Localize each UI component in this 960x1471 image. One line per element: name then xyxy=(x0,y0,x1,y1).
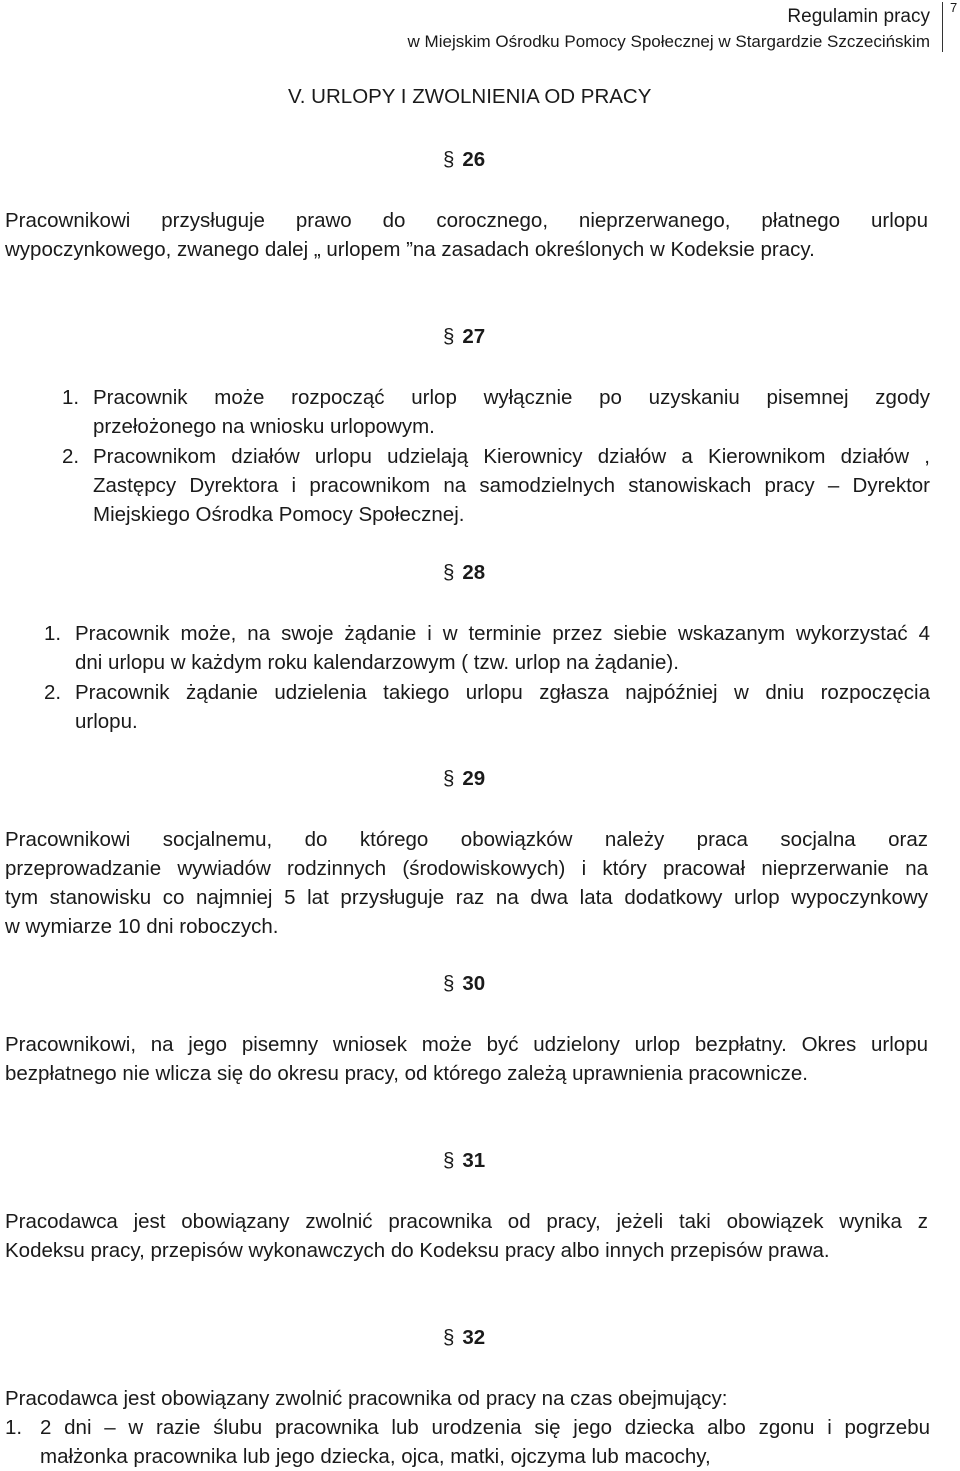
list-item-line: przełożonego na wniosku urlopowym. xyxy=(93,415,435,438)
section-mark: § xyxy=(443,1149,455,1172)
paragraph-line: Pracownikowi, na jego pisemny wniosek może być udzielony urlop bezpłatny. Okres urlopu xyxy=(5,1033,928,1056)
list-item-line: Pracownikom działów urlopu udzielają Kierownicy działów a Kierownikom działów , xyxy=(93,445,930,468)
paragraph-29 xyxy=(5,825,928,941)
section-number: 31 xyxy=(462,1149,486,1172)
paragraph-line: wypoczynkowego, zwanego dalej „ urlopem ”na zasadach określonych w Kodeksie pracy. xyxy=(5,238,815,261)
section-mark: § xyxy=(443,561,455,584)
list-item-line: Pracownik może, na swoje żądanie i w terminie przez siebie wskazanym wykorzystać 4 xyxy=(75,622,930,645)
header-subtitle: w Miejskim Ośrodku Pomocy Społecznej w Stargardzie Szczecińskim xyxy=(407,32,930,51)
section-heading-30 xyxy=(443,972,485,996)
section-mark: § xyxy=(443,148,455,171)
paragraph-30 xyxy=(5,1030,928,1088)
list-item-line: małżonka pracownika lub jego dziecka, ojca, matki, ojczyma lub macochy, xyxy=(40,1445,711,1468)
list-item-number: 2. xyxy=(44,681,62,704)
list-item-line: dni urlopu w każdym roku kalendarzowym ( tzw. urlop na żądanie). xyxy=(75,651,679,674)
paragraph-31 xyxy=(5,1207,928,1265)
list-item-line: Pracownik żądanie udzielenia takiego urlopu zgłasza najpóźniej w dniu rozpoczęcia xyxy=(75,681,930,704)
paragraph-26 xyxy=(5,206,928,264)
list-item-line: Miejskiego Ośrodka Pomocy Społecznej. xyxy=(93,503,465,526)
section-number: 28 xyxy=(462,561,486,584)
section-mark: § xyxy=(443,1326,455,1349)
paragraph-line: Pracownikowi socjalnemu, do którego obowiązków należy praca socjalna oraz xyxy=(5,828,928,851)
paragraph-line: Pracownikowi przysługuje prawo do corocznego, nieprzerwanego, płatnego urlopu xyxy=(5,209,928,232)
section-heading-29 xyxy=(443,767,485,791)
paragraph-line: Kodeksu pracy, przepisów wykonawczych do Kodeksu pracy albo innych przepisów prawa. xyxy=(5,1239,830,1262)
chapter-title: V. URLOPY I ZWOLNIENIA OD PRACY xyxy=(288,85,652,108)
section-heading-28 xyxy=(443,561,485,585)
paragraph-line: Pracodawca jest obowiązany zwolnić pracownika od pracy, jeżeli taki obowiązek wynika z xyxy=(5,1210,928,1233)
section-number: 32 xyxy=(462,1326,486,1349)
paragraph-line: Pracodawca jest obowiązany zwolnić pracownika od pracy na czas obejmujący: xyxy=(5,1387,728,1410)
list-item-number: 1. xyxy=(62,386,80,409)
list-item-number: 1. xyxy=(5,1416,23,1439)
paragraph-line: w wymiarze 10 dni roboczych. xyxy=(5,915,279,938)
paragraph-line: przeprowadzanie wywiadów rodzinnych (środowiskowych) i który pracował nieprzerwanie na xyxy=(5,857,928,880)
list-item-line: 2 dni – w razie ślubu pracownika lub urodzenia się jego dziecka albo zgonu i pogrzebu xyxy=(40,1416,930,1439)
list-item-line: urlopu. xyxy=(75,710,138,733)
paragraph-line: tym stanowisku co najmniej 5 lat przysługuje raz na dwa lata dodatkowy urlop wypoczynkowy xyxy=(5,886,928,909)
header-title: Regulamin pracy xyxy=(787,6,930,27)
section-number: 30 xyxy=(462,972,486,995)
section-heading-27 xyxy=(443,325,485,349)
list-item-line: Pracownik może rozpocząć urlop wyłącznie po uzyskaniu pisemnej zgody xyxy=(93,386,930,409)
section-number: 27 xyxy=(462,325,486,348)
header-divider xyxy=(942,2,943,52)
section-mark: § xyxy=(443,972,455,995)
paragraph-32-intro xyxy=(5,1384,928,1413)
paragraph-line: bezpłatnego nie wlicza się do okresu pracy, od którego zależą uprawnienia pracownicze. xyxy=(5,1062,808,1085)
list-item-number: 1. xyxy=(44,622,62,645)
list-item-number: 2. xyxy=(62,445,80,468)
section-number: 26 xyxy=(462,148,486,171)
section-mark: § xyxy=(443,767,455,790)
page-number: 7 xyxy=(950,0,958,15)
list-item-line: Zastępcy Dyrektora i pracownikom na samodzielnych stanowiskach pracy – Dyrektor xyxy=(93,474,930,497)
section-number: 29 xyxy=(462,767,486,790)
section-heading-26 xyxy=(443,148,485,172)
section-heading-31 xyxy=(443,1149,485,1173)
section-mark: § xyxy=(443,325,455,348)
section-heading-32 xyxy=(443,1326,485,1350)
page-header xyxy=(408,4,930,54)
